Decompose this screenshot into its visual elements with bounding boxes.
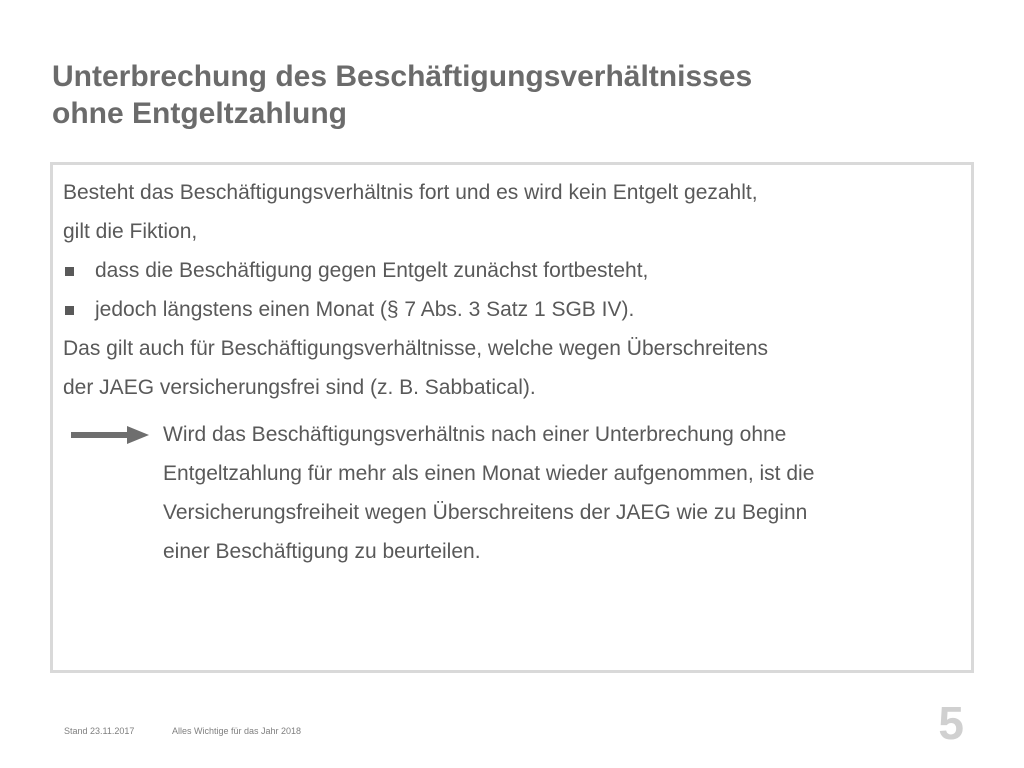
bullet-text-2: jedoch längstens einen Monat (§ 7 Abs. 3 Satz 1 SGB IV). [95, 298, 635, 321]
arrow-text-line-1: Wird das Beschäftigungsverhältnis nach einer Unterbrechung ohne [163, 423, 787, 446]
page-number: 5 [938, 697, 964, 749]
bullet-item-1 [63, 251, 963, 290]
right-arrow-icon [71, 424, 149, 446]
bullet-item-2 [63, 290, 963, 329]
footer-topic: Alles Wichtige für das Jahr 2018 [172, 726, 302, 736]
arrow-text-line-3: Versicherungsfreiheit wegen Überschreitens der JAEG wie zu Beginn [163, 501, 808, 524]
arrow-text-line-4: einer Beschäftigung zu beurteilen. [163, 540, 481, 563]
footer-date: Stand 23.11.2017 [64, 726, 135, 736]
square-bullet-icon [65, 267, 74, 276]
paragraph-line-1: Das gilt auch für Beschäftigungsverhältnisse, welche wegen Überschreitens [63, 337, 769, 360]
intro-line-2: gilt die Fiktion, [63, 220, 198, 243]
arrow-text [163, 415, 963, 571]
content-box [50, 162, 974, 673]
square-bullet-icon [65, 306, 74, 315]
text-block [63, 173, 963, 407]
paragraph-line-2: der JAEG versicherungsfrei sind (z. B. Sabbatical). [63, 376, 536, 399]
intro-line-1: Besteht das Beschäftigungsverhältnis fort und es wird kein Entgelt gezahlt, [63, 181, 758, 204]
bullet-text-1: dass die Beschäftigung gegen Entgelt zunächst fortbesteht, [95, 259, 649, 282]
slide-title-line-1: Unterbrechung des Beschäftigungsverhältnisses [52, 60, 753, 93]
arrow-text-line-2: Entgeltzahlung für mehr als einen Monat wieder aufgenommen, ist die [163, 462, 815, 485]
slide-title-line-2: ohne Entgeltzahlung [52, 97, 347, 130]
slide-title [52, 58, 952, 132]
